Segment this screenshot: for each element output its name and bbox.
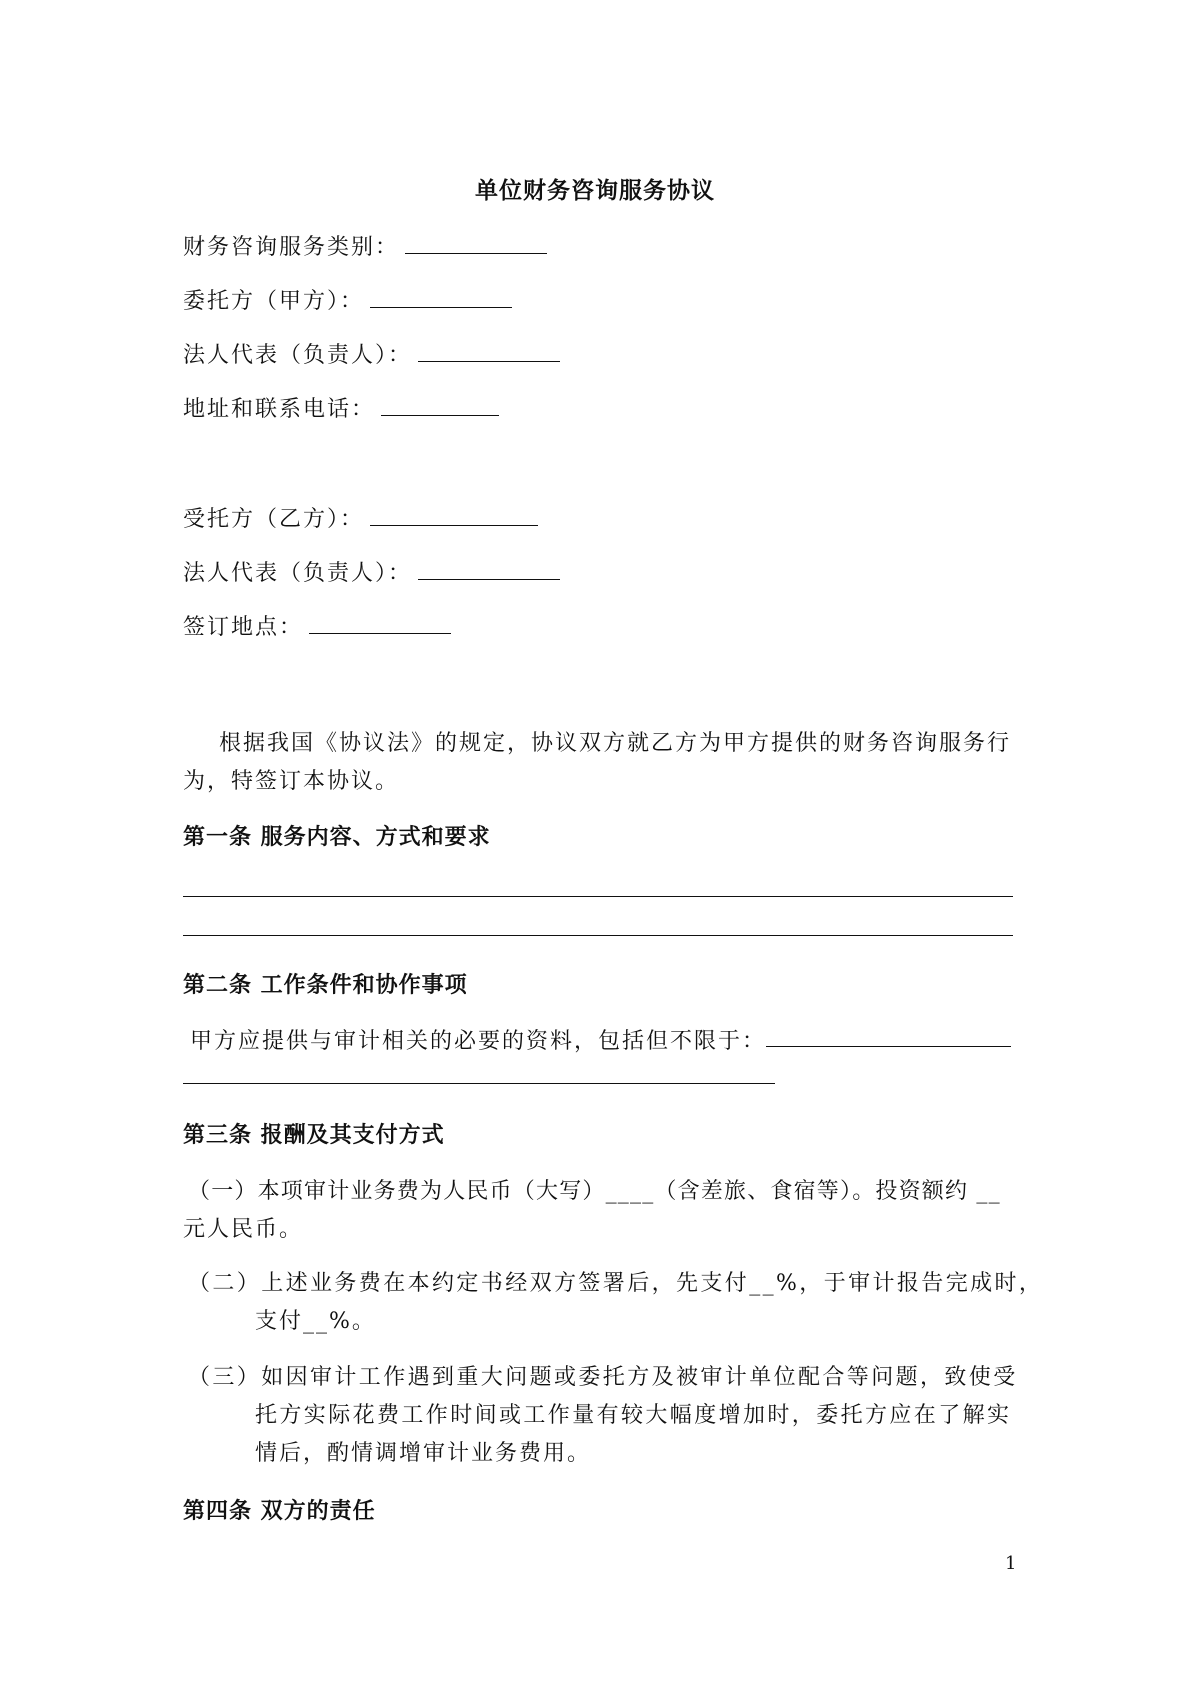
fill-in-line [183, 1083, 775, 1084]
client-party-field [183, 284, 512, 315]
payment-item-2: （二）上述业务费在本约定书经双方签署后，先支付__%，于审计报告完成时， [188, 1271, 1044, 1296]
field-label: 法人代表（负责人）： [183, 561, 413, 586]
fill-in-blank [370, 285, 512, 308]
payment-item-3-cont: 情后，酌情调增审计业务费用。 [255, 1441, 592, 1466]
field-label: 地址和联系电话： [183, 397, 376, 422]
intro-paragraph-line: 为，特签订本协议。 [183, 769, 400, 794]
fill-in-line [183, 935, 1013, 936]
fill-in-blank [370, 503, 538, 526]
field-label: 签订地点： [183, 615, 304, 640]
section-2-text: 甲方应提供与审计相关的必要的资料，包括但不限于： [190, 1029, 767, 1054]
fill-in-line [183, 896, 1013, 897]
fill-in-blank [309, 611, 451, 634]
payment-item-2-cont: 支付__%。 [255, 1309, 376, 1334]
signing-location-field [183, 610, 451, 641]
field-label: 法人代表（负责人）： [183, 343, 413, 368]
payment-item-3-cont: 托方实际花费工作时间或工作量有较大幅度增加时，委托方应在了解实 [255, 1403, 1012, 1428]
service-category-field [183, 230, 547, 261]
section-1-heading: 第一条 服务内容、方式和要求 [183, 824, 491, 850]
contractor-representative-field [183, 556, 560, 587]
payment-item-1-cont: 元人民币。 [183, 1217, 304, 1242]
intro-paragraph-line: 根据我国《协议法》的规定，协议双方就乙方为甲方提供的财务咨询服务行 [219, 731, 1012, 756]
contractor-party-field [183, 502, 538, 533]
fill-in-blank [405, 231, 547, 254]
field-label: 委托方（甲方）： [183, 289, 365, 314]
fill-in-blank [418, 557, 560, 580]
field-label: 财务咨询服务类别： [183, 235, 400, 260]
page-number: 1 [1005, 1553, 1017, 1574]
payment-item-3: （三）如因审计工作遇到重大问题或委托方及被审计单位配合等问题，致使受 [188, 1365, 1018, 1390]
document-title: 单位财务咨询服务协议 [475, 177, 715, 204]
payment-item-1: （一）本项审计业务费为人民币（大写）____（含差旅、食宿等）。投资额约 __ [188, 1179, 1001, 1204]
fill-in-blank [418, 339, 560, 362]
section-4-heading: 第四条 双方的责任 [183, 1498, 376, 1524]
client-representative-field [183, 338, 560, 369]
fill-in-blank [381, 393, 499, 416]
section-2-heading: 第二条 工作条件和协作事项 [183, 972, 468, 998]
address-phone-field [183, 392, 499, 423]
fill-in-line [766, 1046, 1011, 1047]
section-3-heading: 第三条 报酬及其支付方式 [183, 1122, 445, 1148]
field-label: 受托方（乙方）： [183, 507, 365, 532]
